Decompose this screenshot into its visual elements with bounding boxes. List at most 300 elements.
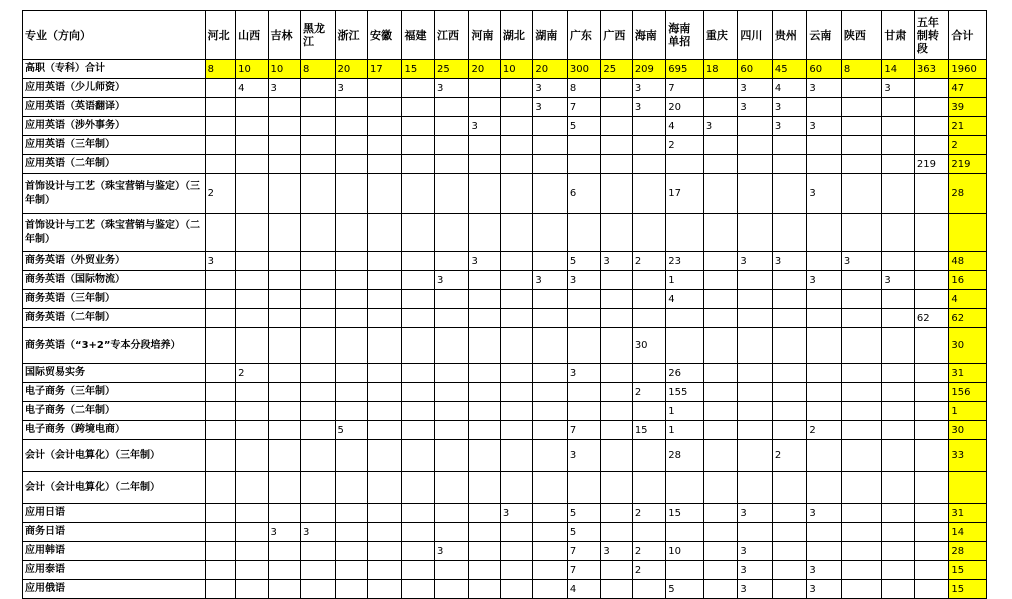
quota-cell [841, 79, 882, 98]
quota-cell [703, 440, 738, 472]
quota-cell: 3 [738, 561, 773, 580]
quota-cell: 2 [666, 136, 704, 155]
quota-cell [469, 504, 500, 523]
quota-cell [434, 402, 469, 421]
quota-cell [533, 174, 568, 214]
quota-cell [601, 440, 632, 472]
table-row [23, 79, 987, 98]
quota-cell [632, 155, 665, 174]
quota-cell [807, 155, 842, 174]
quota-cell [738, 155, 773, 174]
quota-cell: 14 [882, 60, 914, 79]
quota-cell [500, 271, 532, 290]
quota-cell [841, 214, 882, 252]
quota-cell [434, 136, 469, 155]
quota-cell [703, 542, 738, 561]
quota-cell [268, 472, 300, 504]
quota-cell: 3 [632, 98, 665, 117]
quota-cell [335, 174, 367, 214]
quota-cell [236, 580, 268, 599]
quota-cell [703, 98, 738, 117]
quota-cell [268, 421, 300, 440]
quota-cell [500, 136, 532, 155]
quota-cell [738, 174, 773, 214]
quota-cell [367, 440, 402, 472]
quota-cell [632, 214, 665, 252]
major-name: 商务英语（三年制） [23, 290, 206, 309]
quota-cell [301, 364, 336, 383]
quota-cell [205, 523, 235, 542]
quota-cell: 60 [738, 60, 773, 79]
quota-cell [434, 440, 469, 472]
quota-cell [335, 309, 367, 328]
table-row [23, 174, 987, 214]
major-name: 首饰设计与工艺（珠宝营销与鉴定）（二年制） [23, 214, 206, 252]
total-cell: 62 [949, 309, 987, 328]
quota-cell [434, 383, 469, 402]
quota-cell [335, 561, 367, 580]
total-cell: 219 [949, 155, 987, 174]
enrollment-table [22, 10, 987, 599]
quota-cell [666, 214, 704, 252]
quota-cell [533, 472, 568, 504]
quota-cell [914, 271, 949, 290]
quota-cell: 3 [738, 580, 773, 599]
table-row [23, 472, 987, 504]
quota-cell [882, 136, 914, 155]
total-cell: 31 [949, 364, 987, 383]
quota-cell [205, 364, 235, 383]
quota-cell [533, 504, 568, 523]
quota-cell [772, 504, 807, 523]
quota-cell [533, 290, 568, 309]
quota-cell [402, 542, 434, 561]
quota-cell [434, 98, 469, 117]
quota-cell [772, 383, 807, 402]
quota-cell [301, 252, 336, 271]
quota-cell [335, 271, 367, 290]
quota-cell [301, 117, 336, 136]
quota-cell [666, 155, 704, 174]
quota-cell [738, 383, 773, 402]
quota-cell [533, 421, 568, 440]
total-cell: 21 [949, 117, 987, 136]
total-cell: 1960 [949, 60, 987, 79]
quota-cell [841, 440, 882, 472]
quota-cell [703, 155, 738, 174]
quota-cell [335, 98, 367, 117]
quota-cell [841, 290, 882, 309]
quota-cell [236, 328, 268, 364]
quota-cell [914, 542, 949, 561]
quota-cell [434, 523, 469, 542]
quota-cell [567, 383, 600, 402]
quota-cell: 2 [632, 504, 665, 523]
header-province: 陕西 [841, 11, 882, 60]
quota-cell [807, 252, 842, 271]
quota-cell [807, 542, 842, 561]
quota-cell: 1 [666, 271, 704, 290]
quota-cell [434, 328, 469, 364]
quota-cell: 2 [632, 252, 665, 271]
total-cell: 30 [949, 328, 987, 364]
quota-cell [402, 402, 434, 421]
quota-cell [703, 472, 738, 504]
quota-cell [205, 472, 235, 504]
quota-cell [703, 252, 738, 271]
quota-cell [601, 214, 632, 252]
quota-cell [703, 271, 738, 290]
table-row [23, 402, 987, 421]
quota-cell: 60 [807, 60, 842, 79]
quota-cell: 20 [666, 98, 704, 117]
quota-cell: 3 [807, 271, 842, 290]
quota-cell [367, 309, 402, 328]
quota-cell [567, 402, 600, 421]
quota-cell: 2 [205, 174, 235, 214]
quota-cell [914, 252, 949, 271]
quota-cell [402, 271, 434, 290]
quota-cell [500, 580, 532, 599]
quota-cell [268, 98, 300, 117]
quota-cell [703, 328, 738, 364]
quota-cell: 10 [236, 60, 268, 79]
quota-cell: 4 [567, 580, 600, 599]
quota-cell [601, 402, 632, 421]
quota-cell [533, 328, 568, 364]
quota-cell [500, 98, 532, 117]
quota-cell [301, 542, 336, 561]
quota-cell [335, 472, 367, 504]
table-row [23, 214, 987, 252]
quota-cell [469, 290, 500, 309]
quota-cell: 15 [632, 421, 665, 440]
total-cell: 4 [949, 290, 987, 309]
quota-cell [402, 136, 434, 155]
quota-cell [469, 383, 500, 402]
quota-cell: 5 [567, 252, 600, 271]
quota-cell [772, 214, 807, 252]
quota-cell [301, 421, 336, 440]
quota-cell [236, 472, 268, 504]
quota-cell [301, 440, 336, 472]
quota-cell [434, 174, 469, 214]
quota-cell [469, 309, 500, 328]
quota-cell [236, 136, 268, 155]
quota-cell [703, 136, 738, 155]
quota-cell [533, 523, 568, 542]
quota-cell [236, 271, 268, 290]
quota-cell [772, 402, 807, 421]
quota-cell [533, 383, 568, 402]
quota-cell [666, 561, 704, 580]
quota-cell [367, 542, 402, 561]
quota-cell [301, 328, 336, 364]
quota-cell: 2 [236, 364, 268, 383]
quota-cell [807, 290, 842, 309]
quota-cell [402, 561, 434, 580]
quota-cell: 4 [666, 117, 704, 136]
quota-cell [772, 271, 807, 290]
quota-cell: 5 [335, 421, 367, 440]
quota-cell [882, 580, 914, 599]
quota-cell [434, 155, 469, 174]
quota-cell [703, 79, 738, 98]
quota-cell [738, 214, 773, 252]
quota-cell: 3 [807, 117, 842, 136]
quota-cell [301, 402, 336, 421]
quota-cell [402, 364, 434, 383]
quota-cell [882, 421, 914, 440]
quota-cell [882, 440, 914, 472]
quota-cell [914, 98, 949, 117]
quota-cell: 3 [500, 504, 532, 523]
quota-cell [841, 98, 882, 117]
header-province: 山西 [236, 11, 268, 60]
header-province: 广东 [567, 11, 600, 60]
quota-cell [841, 523, 882, 542]
quota-cell [434, 580, 469, 599]
quota-cell [500, 561, 532, 580]
quota-cell: 3 [434, 542, 469, 561]
quota-cell [434, 364, 469, 383]
header-province: 江西 [434, 11, 469, 60]
quota-cell [268, 290, 300, 309]
quota-cell [434, 561, 469, 580]
quota-cell: 25 [434, 60, 469, 79]
quota-cell [841, 561, 882, 580]
quota-cell: 8 [301, 60, 336, 79]
quota-cell: 6 [567, 174, 600, 214]
quota-cell [402, 117, 434, 136]
header-province: 湖北 [500, 11, 532, 60]
quota-cell [434, 504, 469, 523]
quota-cell [882, 504, 914, 523]
quota-cell [738, 290, 773, 309]
quota-cell [914, 383, 949, 402]
quota-cell [772, 561, 807, 580]
quota-cell [469, 136, 500, 155]
major-name: 商务日语 [23, 523, 206, 542]
quota-cell [205, 155, 235, 174]
quota-cell [882, 155, 914, 174]
quota-cell [301, 79, 336, 98]
quota-cell [469, 155, 500, 174]
quota-cell: 5 [567, 523, 600, 542]
table-row [23, 155, 987, 174]
quota-cell [469, 328, 500, 364]
quota-cell [601, 472, 632, 504]
quota-cell [335, 383, 367, 402]
quota-cell [807, 402, 842, 421]
quota-cell: 3 [533, 98, 568, 117]
quota-cell [402, 98, 434, 117]
quota-cell [882, 98, 914, 117]
quota-cell [738, 523, 773, 542]
quota-cell [402, 309, 434, 328]
major-name: 首饰设计与工艺（珠宝营销与鉴定）（三年制） [23, 174, 206, 214]
quota-cell [367, 214, 402, 252]
quota-cell [632, 117, 665, 136]
quota-cell: 3 [738, 79, 773, 98]
quota-cell [367, 117, 402, 136]
quota-cell [841, 580, 882, 599]
quota-cell [367, 271, 402, 290]
quota-cell [205, 136, 235, 155]
quota-cell [601, 561, 632, 580]
quota-cell [703, 383, 738, 402]
quota-cell [335, 117, 367, 136]
quota-cell [703, 309, 738, 328]
quota-cell [632, 136, 665, 155]
quota-cell [335, 136, 367, 155]
quota-cell: 3 [807, 79, 842, 98]
quota-cell [469, 79, 500, 98]
quota-cell [841, 472, 882, 504]
quota-cell [236, 504, 268, 523]
quota-cell [469, 214, 500, 252]
quota-cell [632, 174, 665, 214]
quota-cell [567, 290, 600, 309]
quota-cell [914, 290, 949, 309]
quota-cell [268, 440, 300, 472]
quota-cell [632, 472, 665, 504]
total-cell: 28 [949, 542, 987, 561]
quota-cell [882, 252, 914, 271]
quota-cell [335, 328, 367, 364]
quota-cell [882, 328, 914, 364]
quota-cell [236, 155, 268, 174]
quota-cell [703, 580, 738, 599]
quota-cell [367, 290, 402, 309]
quota-cell [205, 580, 235, 599]
quota-cell [772, 523, 807, 542]
quota-cell: 10 [500, 60, 532, 79]
quota-cell [469, 421, 500, 440]
header-province: 海南 [632, 11, 665, 60]
quota-cell: 363 [914, 60, 949, 79]
quota-cell [841, 271, 882, 290]
major-name: 应用英语（二年制） [23, 155, 206, 174]
quota-cell [335, 214, 367, 252]
quota-cell [632, 440, 665, 472]
quota-cell [914, 328, 949, 364]
quota-cell [533, 561, 568, 580]
quota-cell: 5 [666, 580, 704, 599]
quota-cell: 3 [807, 580, 842, 599]
quota-cell [469, 440, 500, 472]
quota-cell [807, 472, 842, 504]
quota-cell [268, 155, 300, 174]
table-row [23, 504, 987, 523]
header-row [23, 11, 987, 60]
quota-cell [236, 383, 268, 402]
quota-cell [601, 580, 632, 599]
quota-cell [567, 214, 600, 252]
quota-cell: 8 [841, 60, 882, 79]
quota-cell [335, 252, 367, 271]
quota-cell [914, 523, 949, 542]
quota-cell [500, 174, 532, 214]
quota-cell [236, 174, 268, 214]
quota-cell [882, 364, 914, 383]
quota-cell [236, 117, 268, 136]
quota-cell [882, 117, 914, 136]
quota-cell [205, 402, 235, 421]
quota-cell: 3 [703, 117, 738, 136]
quota-cell [841, 542, 882, 561]
quota-cell [666, 328, 704, 364]
quota-cell [236, 421, 268, 440]
quota-cell [703, 364, 738, 383]
major-name: 会计（会计电算化）（三年制） [23, 440, 206, 472]
quota-cell [567, 472, 600, 504]
quota-cell [469, 271, 500, 290]
quota-cell: 155 [666, 383, 704, 402]
table-row [23, 290, 987, 309]
quota-cell [772, 364, 807, 383]
quota-cell [469, 580, 500, 599]
quota-cell: 3 [738, 504, 773, 523]
quota-cell [807, 309, 842, 328]
header-major: 专业（方向） [23, 11, 206, 60]
quota-cell [772, 472, 807, 504]
quota-cell [301, 580, 336, 599]
quota-cell [914, 364, 949, 383]
quota-cell [772, 309, 807, 328]
quota-cell: 300 [567, 60, 600, 79]
quota-cell [335, 504, 367, 523]
quota-cell [882, 383, 914, 402]
quota-cell [632, 580, 665, 599]
quota-cell [841, 504, 882, 523]
quota-cell [500, 155, 532, 174]
quota-cell [236, 561, 268, 580]
quota-cell [772, 290, 807, 309]
quota-cell: 3 [567, 271, 600, 290]
total-cell [949, 472, 987, 504]
quota-cell [205, 542, 235, 561]
quota-cell [914, 79, 949, 98]
quota-cell [567, 136, 600, 155]
quota-cell: 3 [807, 174, 842, 214]
quota-cell [841, 174, 882, 214]
quota-cell [469, 472, 500, 504]
major-name: 应用日语 [23, 504, 206, 523]
quota-cell [434, 421, 469, 440]
quota-cell [402, 155, 434, 174]
quota-cell [500, 542, 532, 561]
quota-cell [772, 421, 807, 440]
quota-cell: 3 [772, 98, 807, 117]
header-province: 海南单招 [666, 11, 704, 60]
quota-cell [567, 309, 600, 328]
quota-cell: 10 [268, 60, 300, 79]
quota-cell [567, 155, 600, 174]
major-name: 商务英语（外贸业务） [23, 252, 206, 271]
quota-cell [807, 136, 842, 155]
quota-cell [882, 472, 914, 504]
quota-cell [500, 472, 532, 504]
quota-cell [738, 309, 773, 328]
quota-cell: 7 [567, 542, 600, 561]
quota-cell: 3 [601, 542, 632, 561]
quota-cell [236, 98, 268, 117]
quota-cell: 4 [236, 79, 268, 98]
quota-cell: 3 [807, 561, 842, 580]
quota-cell [772, 155, 807, 174]
quota-cell [367, 580, 402, 599]
